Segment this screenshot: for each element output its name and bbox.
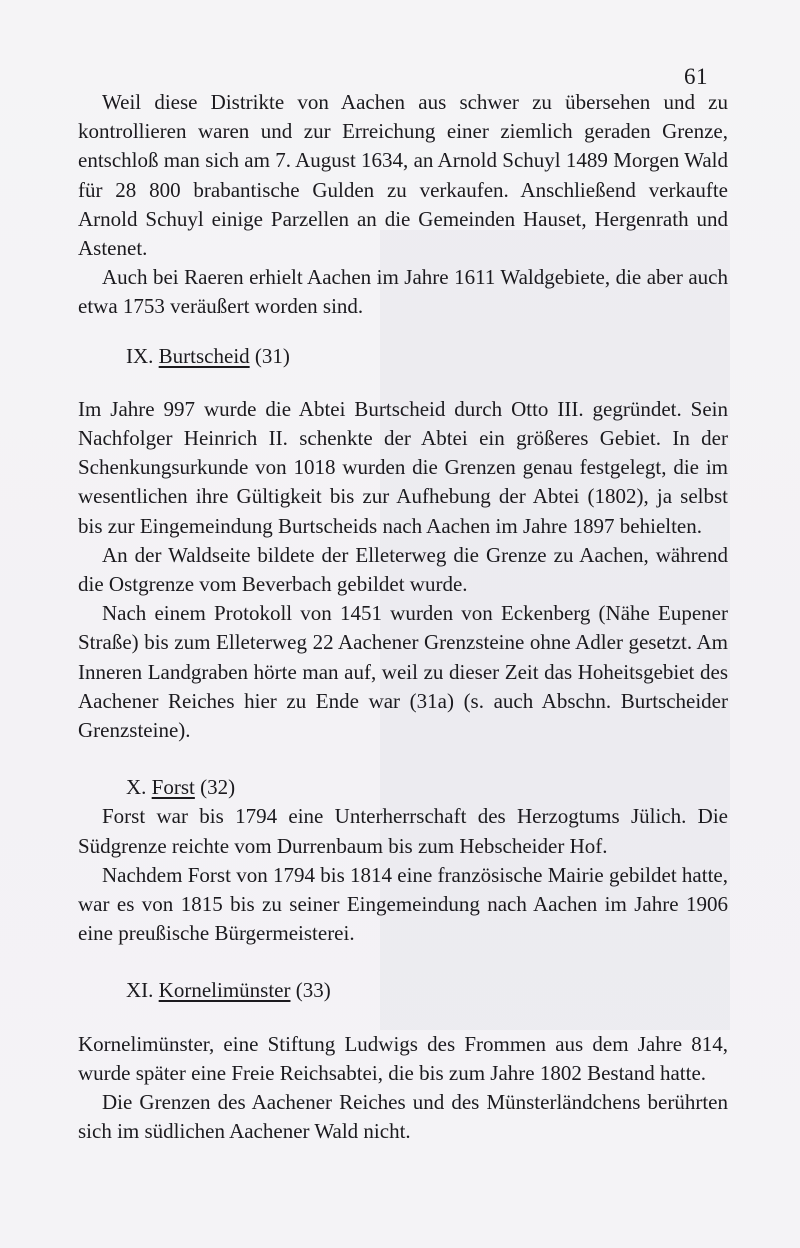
paragraph: Die Grenzen des Aachener Reiches und des Münsterländchens berührten sich im südlichen Aachener Wald nicht. <box>78 1090 728 1144</box>
paragraph: Kornelimünster, eine Stiftung Ludwigs des Frommen aus dem Jahre 814, wurde später eine Freie Reichsabtei, die bis zum Jahre 1802 Bestand hatte. <box>78 1031 728 1085</box>
paragraph: Nach einem Protokoll von 1451 wurden von Eckenberg (Nähe Eupener Straße) bis zum Elleterweg 22 Aachener Grenzsteine ohne Adler gesetzt. Am Inneren Landgraben hörte man auf, weil zu dieser Zeit das Hoheitsgebiet des Aachener Reiches hier zu Ende war (31a) (s. auch Abschn. Burtscheider Grenzsteine). <box>78 601 728 743</box>
section-heading-burtscheid <box>78 342 728 371</box>
section-reference: (33) <box>295 978 331 1003</box>
paragraph: Nachdem Forst von 1794 bis 1814 eine französische Mairie gebildet hatte, war es von 1815 bis zu seiner Eingemeindung nach Aachen im Jahre 1906 eine preußische Bürgermeisterei. <box>78 862 728 946</box>
section-title: Forst <box>151 775 195 800</box>
page-number: 61 <box>684 64 708 89</box>
paragraph: Im Jahre 997 wurde die Abtei Burtscheid durch Otto III. gegründet. Sein Nachfolger Heinrich II. schenkte der Abtei ein größeres Gebiet. In der Schenkungsurkunde von 1018 wurden die Grenzen genau festgelegt, die im wesentlichen ihre Gültigkeit bis zur Aufhebung der Abtei (1802), ja selbst bis zur Eingemeindung Burtscheids nach Aachen im Jahre 1897 behielten. <box>78 396 728 538</box>
section-heading-forst <box>78 773 728 802</box>
section-title: Burtscheid <box>158 343 250 368</box>
paragraph: An der Waldseite bildete der Elleterweg die Grenze zu Aachen, während die Ostgrenze vom Beverbach gebildet wurde. <box>78 542 728 597</box>
paragraph: Forst war bis 1794 eine Unterherrschaft des Herzogtums Jülich. Die Südgrenze reichte vom Durrenbaum bis zum Hebscheider Hof. <box>78 804 728 858</box>
section-reference: (31) <box>254 343 290 368</box>
paragraph: Weil diese Distrikte von Aachen aus schwer zu übersehen und zu kontrollieren waren und zur Erreichung einer ziemlich geraden Grenze, entschloß man sich am 7. August 1634, an Arnold Schuyl 1489 Morgen Wald für 28 800 brabantische Gulden zu verkaufen. Anschließend verkaufte Arnold Schuyl einige Parzellen an die Gemeinden Hauset, Hergenrath und Astenet. <box>78 90 728 261</box>
section-number: XI. <box>126 978 154 1003</box>
section-reference: (32) <box>200 775 236 800</box>
section-number: X. <box>126 775 147 800</box>
section-title: Kornelimünster <box>158 978 291 1003</box>
section-number: IX. <box>126 343 154 368</box>
section-heading-kornelimuenster <box>78 976 728 1005</box>
paragraph: Auch bei Raeren erhielt Aachen im Jahre 1611 Waldgebiete, die aber auch etwa 1753 veräußert worden sind. <box>78 265 728 319</box>
page-body <box>78 88 728 1147</box>
